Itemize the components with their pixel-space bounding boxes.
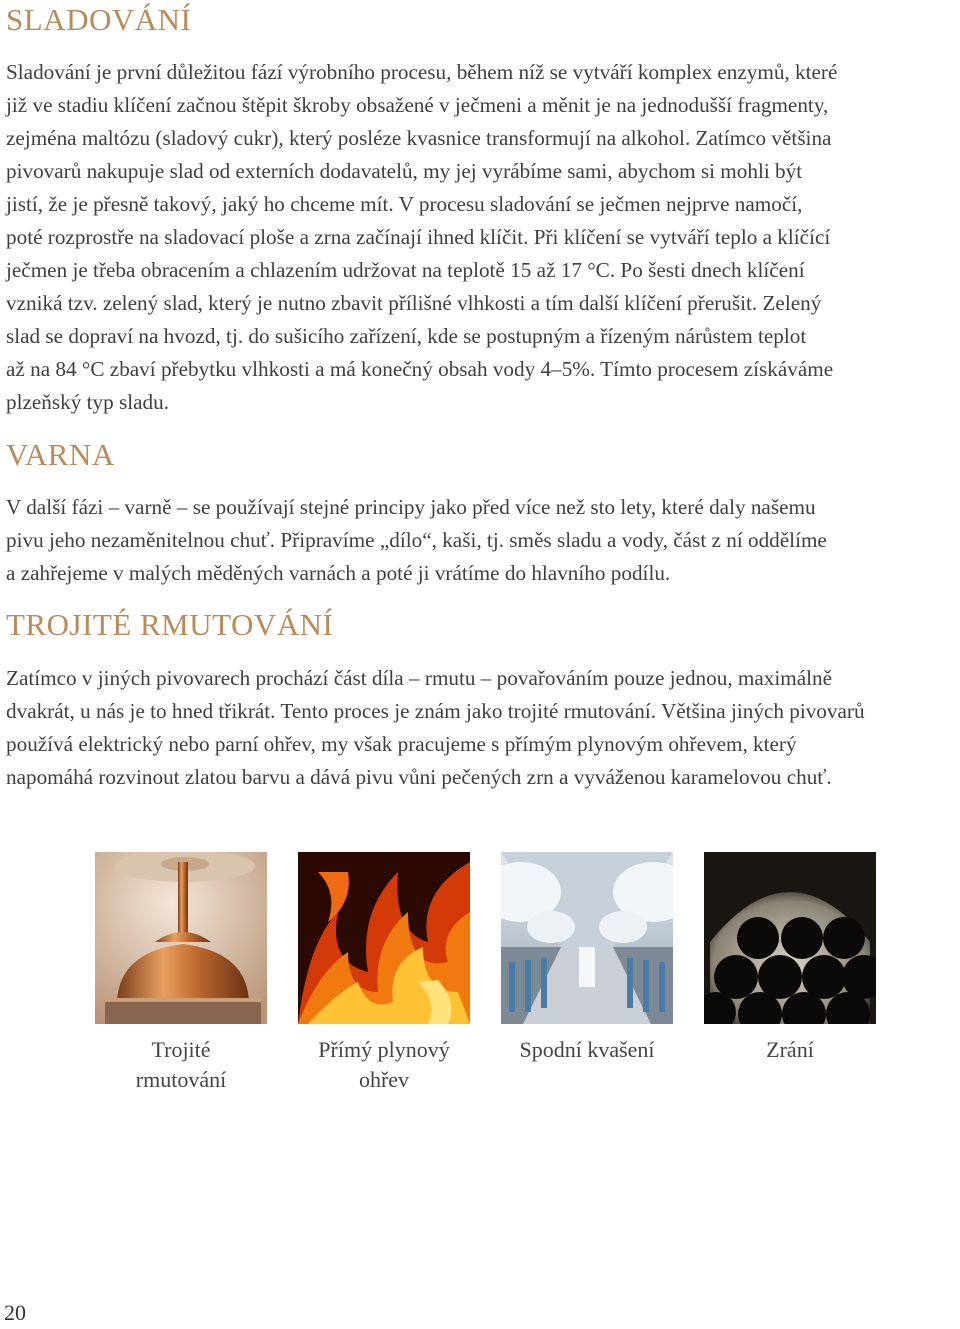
text-line: a zahřejeme v malých měděných varnách a poté ji vrátíme do hlavního podílu.: [6, 561, 671, 585]
lagering-barrels-photo: [704, 852, 876, 1024]
section-heading-sladovani: SLADOVÁNÍ: [6, 2, 192, 37]
caption-line: Přímý plynový: [318, 1037, 450, 1062]
caption-line: Trojité: [151, 1037, 211, 1062]
photo-caption: [294, 1035, 474, 1095]
text-line: jistí, že je přesně takový, jaký ho chceme mít. V procesu sladování se ječmen nejprve namočí,: [6, 192, 803, 216]
text-line: až na 84 °C zbaví přebytku vlhkosti a má konečný obsah vody 4–5%. Tímto procesem získáváme: [6, 357, 834, 381]
photo-caption: [700, 1035, 880, 1065]
flames-photo: [298, 852, 470, 1024]
caption-line: Spodní kvašení: [519, 1037, 655, 1062]
section-heading-varna: VARNA: [6, 437, 115, 472]
fermentation-cellar-photo: [501, 852, 673, 1024]
page-number: 20: [4, 1300, 26, 1325]
text-line: slad se dopraví na hvozd, tj. do sušicího zařízení, kde se postupným a řízeným nárůstem teplot: [6, 324, 807, 348]
section-heading-trojite-rmutovani: TROJITÉ RMUTOVÁNÍ: [6, 607, 334, 642]
text-line: plzeňský typ sladu.: [6, 390, 170, 414]
text-line: zejména maltózu (sladový cukr), který posléze kvasnice transformují na alkohol. Zatímco většina: [6, 126, 832, 150]
text-line: již ve stadiu klíčení začnou štěpit škroby obsažené v ječmeni a měnit je na jednodušší fragmenty,: [6, 93, 829, 117]
photo-caption: [497, 1035, 677, 1065]
text-line: poté rozprostře na sladovací ploše a zrna začínají ihned klíčit. Při klíčení se vytváří teplo a klíčící: [6, 225, 831, 249]
photo-caption: [91, 1035, 271, 1095]
text-line: pivovarů nakupuje slad od externích dodavatelů, my jej vyrábíme sami, abychom si mohli být: [6, 159, 803, 183]
section-text-varna: [6, 491, 960, 590]
copper-kettle-photo: [95, 852, 267, 1024]
section-text-trojite-rmutovani: [6, 662, 960, 794]
text-line: vzniká tzv. zelený slad, který je nutno zbavit přílišné vlhkosti a tím další klíčení přerušit. Zelený: [6, 291, 822, 315]
text-line: používá elektrický nebo parní ohřev, my však pracujeme s přímým plynovým ohřevem, který: [6, 732, 797, 756]
caption-line: ohřev: [358, 1067, 410, 1092]
text-line: pivu jeho nezaměnitelnou chuť. Připravíme „dílo“, kaši, tj. směs sladu a vody, část z ní oddělíme: [6, 528, 827, 552]
caption-line: rmutování: [135, 1067, 227, 1092]
text-line: ječmen je třeba obracením a chlazením udržovat na teplotě 15 až 17 °C. Po šesti dnech klíčení: [6, 258, 805, 282]
section-text-sladovani: [6, 56, 960, 419]
text-line: V další fázi – varně – se používají stejné principy jako před více než sto lety, které daly našemu: [6, 495, 816, 519]
text-line: Zatímco v jiných pivovarech prochází část díla – rmutu – povařováním pouze jednou, maximálně: [6, 666, 833, 690]
text-line: Sladování je první důležitou fází výrobního procesu, během níž se vytváří komplex enzymů, které: [6, 60, 838, 84]
text-line: napomáhá rozvinout zlatou barvu a dává pivu vůni pečených zrn a vyváženou karamelovou chuť.: [6, 765, 832, 789]
caption-line: Zrání: [766, 1037, 814, 1062]
text-line: dvakrát, u nás je to hned třikrát. Tento proces je znám jako trojité rmutování. Většina jiných pivovarů: [6, 699, 865, 723]
